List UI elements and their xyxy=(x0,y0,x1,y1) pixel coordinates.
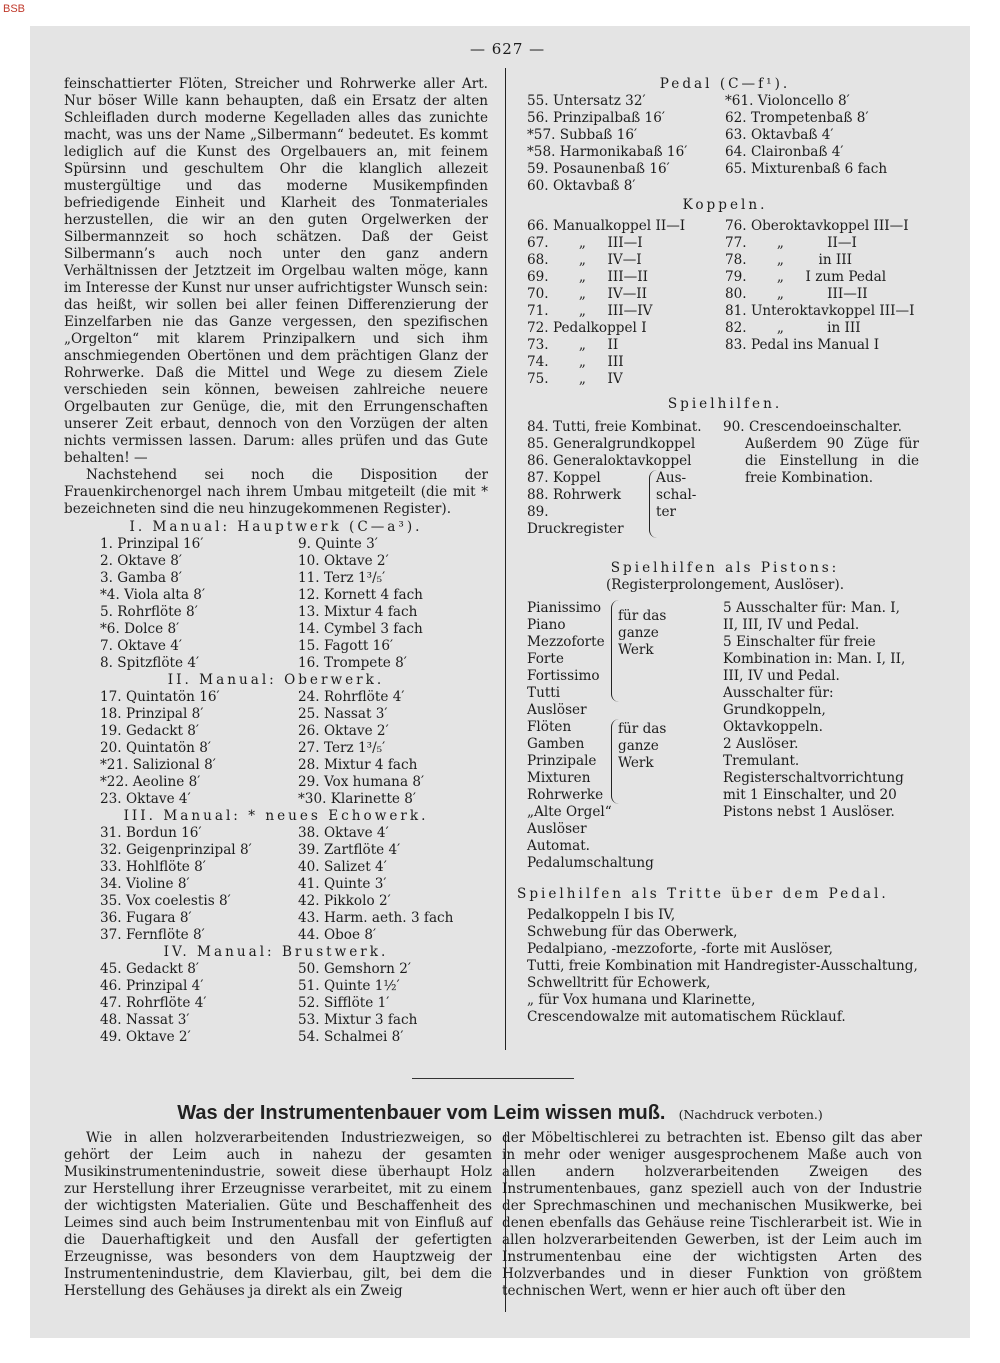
pedal-register: 63. Oktavbaß 4′ xyxy=(725,127,834,143)
register-item: 52. Sifflöte 1′ xyxy=(298,995,390,1011)
register-item: 53. Mixtur 3 fach xyxy=(298,1012,418,1028)
register-item: 11. Terz 1³/₅′ xyxy=(298,570,386,586)
pistons-group2-label: für das ganze Werk xyxy=(611,719,678,804)
register-item: 54. Schalmei 8′ xyxy=(298,1029,404,1045)
piston-item: Mixturen xyxy=(527,770,591,786)
koppel-item: 80. „ III—II xyxy=(725,286,868,302)
manual3-registers xyxy=(64,825,488,944)
register-item: 29. Vox humana 8′ xyxy=(298,774,425,790)
piston-item: Automat. Pedalumschaltung xyxy=(527,838,654,871)
register-item: 8. Spitzflöte 4′ xyxy=(100,655,200,671)
tritte-heading: Spielhilfen als Tritte über dem Pedal. xyxy=(517,886,889,902)
section-separator xyxy=(412,1078,574,1079)
register-item: 47. Rohrflöte 4′ xyxy=(100,995,207,1011)
pedal-register xyxy=(725,178,923,195)
tritt-item: „ für Vox humana und Klarinette, xyxy=(527,992,756,1008)
article-text-2: der Möbeltischlerei zu betrachten ist. Ebenso gilt das aber in mehr oder weniger ausgesprochenem Maße auch von allen andern holzverarbeitenden Zweigen des Instrumentenbaues, ganz speziell auch von der Industrie der Sprechmaschinen und mechanischen Musikwerke, bei denen ebenfalls das Gehäuse reine Tischlerarbeit ist. Wie in allen holzverarbeitenden Gewerben, ist der Leim auch im Instrumentenbau eine der wichtigsten Arten des Holzverbandes und in dieser Funktion von größtem technischen Wert, wenn er hier auch oft über den xyxy=(502,1130,922,1299)
manual4-heading: IV. Manual: Brustwerk. xyxy=(163,944,389,960)
pedal-register: 56. Prinzipalbaß 16′ xyxy=(527,110,665,126)
spielhilfe-item: 88. Rohrwerk xyxy=(527,487,622,503)
piston-item: Fortissimo xyxy=(527,668,600,684)
koppel-item: 69. „ III—II xyxy=(527,269,648,285)
register-item: 17. Quintatön 16′ xyxy=(100,689,220,705)
tritt-item: Pedalpiano, -mezzoforte, -forte mit Auslöser, xyxy=(527,941,833,957)
spielhilfen-heading: Spielhilfen. xyxy=(667,396,783,412)
koppel-item xyxy=(725,354,923,371)
koppel-item: 67. „ III—I xyxy=(527,235,643,251)
bsb-watermark: BSB xyxy=(3,3,26,15)
register-item: 31. Bordun 16′ xyxy=(100,825,202,841)
pistons-heading: Spielhilfen als Pistons: xyxy=(610,560,840,576)
piston-right-item: Ausschalter für: Grundkoppeln, Oktavkoppeln. xyxy=(723,685,834,735)
piston-item: Piano xyxy=(527,617,566,633)
register-item: 40. Salizet 4′ xyxy=(298,859,387,875)
register-item: *30. Klarinette 8′ xyxy=(298,791,417,807)
disposition-intro: Nachstehend sei noch die Disposition der Frauenkirchenorgel nach ihrem Umbau mitgeteilt (die mit * bezeichneten sind die neu hinzugekommenen Register). xyxy=(64,467,488,517)
register-item: 24. Rohrflöte 4′ xyxy=(298,689,405,705)
register-item: 33. Hohlflöte 8′ xyxy=(100,859,206,875)
manual4-registers xyxy=(64,961,488,1046)
tritt-item: Schwelltritt für Echowerk, xyxy=(527,975,711,991)
spielhilfe-item: 89. Druckregister xyxy=(527,504,624,537)
register-item: *4. Viola alta 8′ xyxy=(100,587,206,603)
register-item: 39. Zartflöte 4′ xyxy=(298,842,401,858)
register-item: 15. Fagott 16′ xyxy=(298,638,394,654)
left-column xyxy=(64,76,488,1046)
piston-item: Tutti xyxy=(527,685,561,701)
register-item: 28. Mixtur 4 fach xyxy=(298,757,418,773)
register-item: 34. Violine 8′ xyxy=(100,876,190,892)
register-item: 45. Gedackt 8′ xyxy=(100,961,200,977)
koppel-item: 81. Unteroktavkoppel III—I xyxy=(725,303,915,319)
manual3-heading: III. Manual: * neues Echowerk. xyxy=(123,808,429,824)
article-column-2 xyxy=(502,1130,922,1300)
page-number: — 627 — xyxy=(470,40,546,58)
register-item: 42. Pikkolo 2′ xyxy=(298,893,391,909)
tritt-item: Schwebung für das Oberwerk, xyxy=(527,924,738,940)
koppeln-list xyxy=(527,218,923,388)
pedal-register: *58. Harmonikabaß 16′ xyxy=(527,144,688,160)
pistons-group1-label: für das ganze Werk xyxy=(611,600,678,702)
pedal-register: *57. Subbaß 16′ xyxy=(527,127,638,143)
register-item: 43. Harm. aeth. 3 fach xyxy=(298,910,454,926)
pedal-register: *61. Violoncello 8′ xyxy=(725,93,850,109)
koppel-item: 79. „ I zum Pedal xyxy=(725,269,887,285)
register-item: 41. Quinte 3′ xyxy=(298,876,387,892)
article-title-row xyxy=(0,1102,1000,1125)
ausschalter-brace-label: Aus-schal-ter xyxy=(649,470,696,538)
register-item: 23. Oktave 4′ xyxy=(100,791,191,807)
pistons-block xyxy=(527,600,923,872)
pedal-heading: Pedal (C—f¹). xyxy=(659,76,791,92)
koppeln-heading: Koppeln. xyxy=(682,197,768,213)
pedal-registers xyxy=(527,93,923,195)
register-item: 16. Trompete 8′ xyxy=(298,655,407,671)
register-item: 9. Quinte 3′ xyxy=(298,536,378,552)
piston-item: Gamben xyxy=(527,736,585,752)
register-item: 10. Oktave 2′ xyxy=(298,553,389,569)
register-item: 18. Prinzipal 8′ xyxy=(100,706,204,722)
register-item: *22. Aeoline 8′ xyxy=(100,774,201,790)
pedal-register: 65. Mixturenbaß 6 fach xyxy=(725,161,888,177)
manual1-heading: I. Manual: Hauptwerk (C—a³). xyxy=(129,519,423,535)
tritt-item: Crescendowalze mit automatischem Rücklauf. xyxy=(527,1009,846,1025)
piston-right-item: Tremulant. xyxy=(723,753,800,769)
register-item: *21. Salizional 8′ xyxy=(100,757,216,773)
piston-right-item: Registerschaltvorrichtung mit 1 Einschalter, und 20 Pistons nebst 1 Auslöser. xyxy=(723,770,904,820)
koppel-item: 66. Manualkoppel II—I xyxy=(527,218,686,234)
register-item: 3. Gamba 8′ xyxy=(100,570,183,586)
koppel-item: 77. „ II—I xyxy=(725,235,857,251)
koppel-item: 72. Pedalkoppel I xyxy=(527,320,647,336)
piston-right-item: 2 Auslöser. xyxy=(723,736,799,752)
piston-item: Forte xyxy=(527,651,564,667)
right-column xyxy=(517,76,923,1026)
register-item: 7. Oktave 4′ xyxy=(100,638,183,654)
pedal-register: 64. Claironbaß 4′ xyxy=(725,144,844,160)
register-item: *6. Dolce 8′ xyxy=(100,621,180,637)
article-text-1: Wie in allen holzverarbeitenden Industriezweigen, so gehört der Leim auch in nahezu der gesamten Musikinstrumentenindustrie, soweit diese überhaupt Holz zur Herstellung ihrer Erzeugnisse verarbeitet, mit zu einem der wichtigsten Materialien. Güte und Beschaffenheit des Leimes sind auch beim Instrumentenbau mit von Einfluß auf die Dauerhaftigkeit und den Ausfall der gefertigten Erzeugnisse, was besonders von dem Hauptzweig der Instrumentenindustrie, dem Klavierbau, gilt, bei dem die Herstellung des Gehäuses ja direkt als ein Zweig xyxy=(64,1130,492,1299)
register-item: 38. Oktave 4′ xyxy=(298,825,389,841)
manual2-heading: II. Manual: Oberwerk. xyxy=(167,672,385,688)
tritt-item: Tutti, freie Kombination mit Handregister-Ausschaltung, xyxy=(527,958,918,974)
piston-item: Auslöser xyxy=(527,821,587,837)
register-item: 49. Oktave 2′ xyxy=(100,1029,191,1045)
koppel-item: 75. „ IV xyxy=(527,371,623,387)
pedal-register: 55. Untersatz 32′ xyxy=(527,93,646,109)
tritt-item: Pedalkoppeln I bis IV, xyxy=(527,907,676,923)
koppel-item: 68. „ IV—I xyxy=(527,252,642,268)
register-item: 36. Fugara 8′ xyxy=(100,910,192,926)
koppel-item: 71. „ III—IV xyxy=(527,303,653,319)
piston-item: Mezzoforte xyxy=(527,634,605,650)
koppel-item: 74. „ III xyxy=(527,354,624,370)
spielhilfen-block xyxy=(527,419,923,538)
spielhilfe-item: 86. Generaloktavkoppel xyxy=(527,453,692,469)
register-item: 51. Quinte 1½′ xyxy=(298,978,400,994)
koppel-item: 70. „ IV—II xyxy=(527,286,648,302)
register-item: 13. Mixtur 4 fach xyxy=(298,604,418,620)
koppel-item xyxy=(725,371,923,388)
register-item: 44. Oboe 8′ xyxy=(298,927,377,943)
register-item: 1. Prinzipal 16′ xyxy=(100,536,204,552)
register-item: 5. Rohrflöte 8′ xyxy=(100,604,198,620)
register-item: 35. Vox coelestis 8′ xyxy=(100,893,231,909)
register-item: 46. Prinzipal 4′ xyxy=(100,978,204,994)
piston-item: Rohrwerke xyxy=(527,787,604,803)
piston-item: Prinzipale xyxy=(527,753,597,769)
reprint-note: (Nachdruck verboten.) xyxy=(678,1107,823,1122)
register-item: 37. Fernflöte 8′ xyxy=(100,927,205,943)
register-item: 32. Geigenprinzipal 8′ xyxy=(100,842,252,858)
tritte-list xyxy=(527,907,923,1026)
register-item: 19. Gedackt 8′ xyxy=(100,723,200,739)
register-item: 2. Oktave 8′ xyxy=(100,553,183,569)
register-item: 25. Nassat 3′ xyxy=(298,706,388,722)
spielhilfe-item: 85. Generalgrundkoppel xyxy=(527,436,696,452)
article-column-1 xyxy=(64,1130,492,1300)
register-item: 20. Quintatön 8′ xyxy=(100,740,211,756)
piston-item: Flöten xyxy=(527,719,572,735)
koppel-item: 82. „ in III xyxy=(725,320,861,336)
register-item: 12. Kornett 4 fach xyxy=(298,587,423,603)
register-item: 50. Gemshorn 2′ xyxy=(298,961,411,977)
koppel-item: 73. „ II xyxy=(527,337,619,353)
spielhilfe-note: Außerdem 90 Züge für die Einstellung in die freie Kombination. xyxy=(745,436,919,486)
spielhilfe-item: 84. Tutti, freie Kombinat. xyxy=(527,419,702,435)
piston-item: „Alte Orgel“ xyxy=(527,804,612,820)
spielhilfe-item: 90. Crescendoeinschalter. xyxy=(723,419,902,435)
intro-paragraph: feinschattierter Flöten, Streicher und Rohrwerke aller Art. Nur böser Wille kann behaupten, daß ein Ersatz der alten Schleifladen durch moderne Kegelladen alles das zunichte macht, was uns der Name „Silbermann“ bedeutet. Es kommt lediglich auf die Kunst des Orgelbauers an, mit feinem Spürsinn und geschultem Ohr die klanglich allezeit mustergültige und das moderne Musikempfinden befriedigende Einheit und Klarheit des Tonmateriales herzustellen, die wir an den guten Orgelwerken der Silbermannzeit so hoch schätzen. Daß der Geist Silbermann’s auch noch unter den ganz andern Verhältnissen der Jetztzeit im Orgelbau walten möge, kann im Interesse der Kunst nur unser aufrichtigster Wunsch sein: das heißt, wir sollen bei aller feinen Differenzierung der Einzelfarben nie das Ganze vergessen, den spezifischen „Orgelton“ mit klarem Prinzipalkern und sich ihm anschmiegenden Obertönen und dem prächtigen Glanz der Rohrwerke. Daß die Mittel und Wege zu diesem Ziele verschieden sein können, beweisen zahlreiche neuere Orgelbauten zur Genüge, die, mit den Errungenschaften unserer Zeit erbaut, dennoch von den Vorzügen der alten nichts vermissen lassen. Darum: alles prüfen und das Gute behalten! — xyxy=(64,76,488,466)
pedal-register: 60. Oktavbaß 8′ xyxy=(527,178,636,194)
pedal-register: 62. Trompetenbaß 8′ xyxy=(725,110,869,126)
pedal-register: 59. Posaunenbaß 16′ xyxy=(527,161,670,177)
manual1-registers xyxy=(64,536,488,672)
register-item: 14. Cymbel 3 fach xyxy=(298,621,423,637)
register-item: 26. Oktave 2′ xyxy=(298,723,389,739)
manual2-registers xyxy=(64,689,488,808)
pistons-subheading: (Registerprolongement, Auslöser). xyxy=(605,577,845,593)
register-item: 27. Terz 1³/₅′ xyxy=(298,740,386,756)
spielhilfe-item: 87. Koppel xyxy=(527,470,601,486)
article-title: Was der Instrumentenbauer vom Leim wissen muß. xyxy=(177,1102,666,1124)
koppel-item: 83. Pedal ins Manual I xyxy=(725,337,880,353)
column-divider xyxy=(505,68,506,1050)
piston-item: Pianissimo xyxy=(527,600,602,616)
register-item: 48. Nassat 3′ xyxy=(100,1012,190,1028)
piston-item: Auslöser xyxy=(527,702,587,718)
koppel-item: 78. „ in III xyxy=(725,252,853,268)
piston-right-item: 5 Ausschalter für: Man. I, II, III, IV und Pedal. xyxy=(723,600,900,633)
piston-right-item: 5 Einschalter für freie Kombination in: Man. I, II, III, IV und Pedal. xyxy=(723,634,906,684)
koppel-item: 76. Oberoktavkoppel III—I xyxy=(725,218,909,234)
